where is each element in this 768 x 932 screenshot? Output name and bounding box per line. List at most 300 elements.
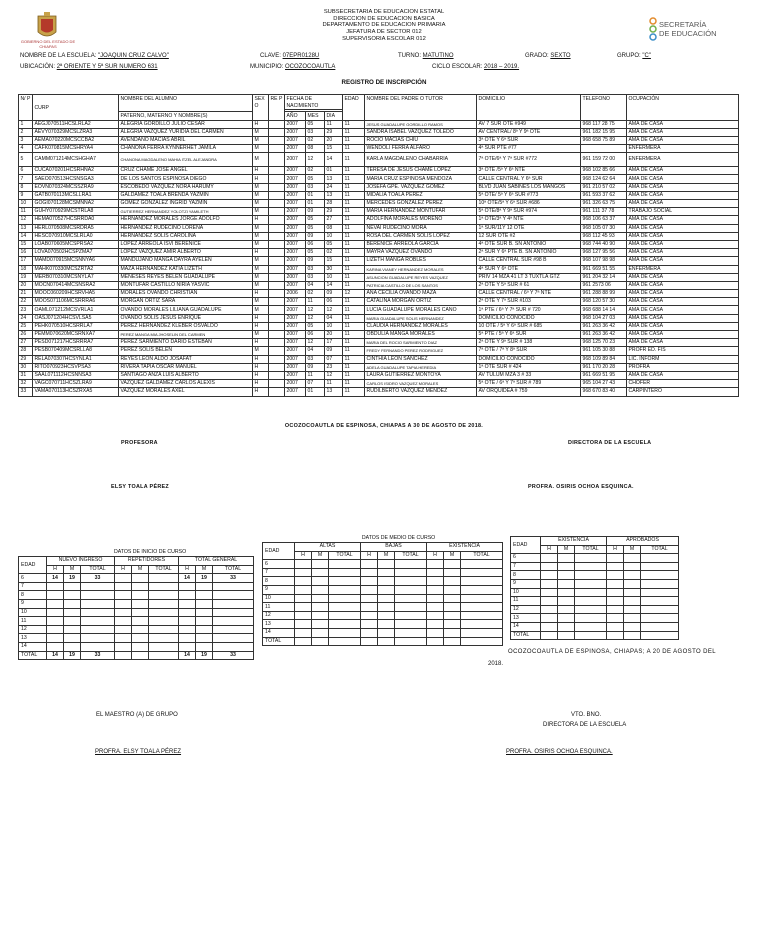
cell-ocupacion: AMA DE CASA	[627, 290, 739, 298]
table-row	[19, 339, 739, 347]
cell-anio: 2007	[285, 208, 306, 216]
cell-domicilio: 4ª SUR PTE #77	[477, 145, 581, 153]
cell-edad: 11	[343, 120, 365, 128]
fin-age-cell: 14	[511, 622, 541, 631]
medio-value-cell	[329, 577, 361, 586]
cell-anio: 2007	[285, 145, 306, 153]
cell-np: 17	[19, 257, 33, 265]
medio-value-cell	[444, 568, 461, 577]
medio-value-cell	[444, 586, 461, 595]
inicio-value-cell	[115, 574, 132, 583]
fin-value-cell	[575, 571, 607, 580]
cell-np: 12	[19, 216, 33, 224]
cell-curp: VAGC070711HCSZLRA9	[33, 380, 119, 388]
cell-sexo: H	[253, 322, 269, 330]
cell-edad: 11	[343, 322, 365, 330]
cell-sexo: H	[253, 355, 269, 363]
inicio-value-cell	[213, 600, 254, 609]
cell-edad: 11	[343, 265, 365, 273]
table-row	[19, 322, 739, 330]
cell-anio: 2007	[285, 240, 306, 248]
medio-value-cell	[378, 577, 395, 586]
cell-np: 13	[19, 224, 33, 232]
logo-line-1: SECRETARÍA	[659, 20, 707, 29]
cell-curp: OASJ071204HCSVLSA5	[33, 314, 119, 322]
cell-anio: 2007	[285, 380, 306, 388]
cell-anio: 2007	[285, 371, 306, 379]
cell-anio: 2007	[285, 347, 306, 355]
cell-domicilio: BLVD JUAN SABINES LOS MANGOS	[477, 183, 581, 191]
cell-nombre: GUTIERREZ HERNANDEZ YOLOTZI YAMILETH	[119, 208, 253, 216]
cell-padre: MARIA HERNANDEZ MONTUFAR	[365, 208, 477, 216]
fin-row	[511, 614, 679, 623]
cell-padre: NEVAI RUDECINO MORA	[365, 224, 477, 232]
medio-value-cell	[361, 594, 378, 603]
medio-h-edad: EDAD	[263, 543, 295, 560]
cell-np: 7	[19, 175, 33, 183]
cell-padre: JOSEFA GPE. VAZQUEZ GOMEZ	[365, 183, 477, 191]
inicio-h-total: TOTAL	[81, 565, 115, 574]
cell-edad: 11	[343, 331, 365, 339]
medio-value-cell	[295, 637, 312, 646]
cell-anio: 2007	[285, 216, 306, 224]
inicio-age-cell: 8	[19, 591, 47, 600]
signature-place-date: OCOZOCOAUTLA DE ESPINOSA, CHIAPAS A 30 DE AGOSTO DE 2018.	[284, 423, 484, 429]
inicio-age-cell: 6	[19, 574, 47, 583]
fin-h-h: H	[541, 545, 558, 554]
inicio-value-cell	[115, 591, 132, 600]
cell-curp: SAEO070513HCSNSGA3	[33, 175, 119, 183]
inicio-value-cell	[64, 643, 81, 652]
cell-mes: 03	[306, 273, 325, 281]
cell-edad: 11	[343, 175, 365, 183]
fin-value-cell	[541, 554, 558, 563]
cell-ocupacion: PROFRA	[627, 363, 739, 371]
medio-h-h: H	[361, 551, 378, 560]
cell-domicilio: 2ª SUR Y 6ª PTE B. SN ANTONIO	[477, 249, 581, 257]
cell-sexo: M	[253, 208, 269, 216]
cell-mes: 09	[306, 363, 325, 371]
inicio-value-cell	[149, 651, 179, 660]
clave-value: 07EPR0128U	[282, 53, 320, 59]
inicio-age-cell: 10	[19, 608, 47, 617]
cell-np: 23	[19, 306, 33, 314]
fin-value-cell	[558, 622, 575, 631]
fin-value-cell	[641, 614, 679, 623]
cell-padre: ROSA DEL CARMEN SOLIS LOPEZ	[365, 232, 477, 240]
inicio-value-cell	[213, 625, 254, 634]
cell-padre: LAURA GUTIERREZ MONTOYA	[365, 371, 477, 379]
col-header-padre: NOMBRE DEL PADRE O TUTOR	[365, 95, 477, 121]
cell-domicilio: 1ª OTE/3ª Y 4ª NTE	[477, 216, 581, 224]
cell-np: 24	[19, 314, 33, 322]
cell-anio: 2007	[285, 200, 306, 208]
medio-value-cell	[329, 603, 361, 612]
clave-label: CLAVE:	[260, 53, 281, 59]
cell-rep	[269, 224, 285, 232]
cell-telefono: 961 326 63 75	[581, 200, 627, 208]
medio-value-cell	[378, 586, 395, 595]
cell-padre: LUCIA GUADALUPE MORALES CANO	[365, 306, 477, 314]
inicio-age-cell: 12	[19, 625, 47, 634]
fin-value-cell	[607, 554, 624, 563]
cell-curp: AEGJ070511HCSLRLA2	[33, 120, 119, 128]
medio-value-cell	[444, 637, 461, 646]
fin-value-cell	[624, 605, 641, 614]
col-header-nombre-sub: PATERNO, MATERNO Y NOMBRE(S)	[119, 112, 253, 121]
fin-age-cell: 10	[511, 588, 541, 597]
cell-edad: 11	[343, 232, 365, 240]
cell-domicilio: 7ª OTE / 7ª Y 8ª SUR	[477, 347, 581, 355]
cell-nombre: VAZQUEZ MORALES AXEL	[119, 388, 253, 396]
cell-dia: 01	[325, 167, 343, 175]
cell-mes: 07	[306, 380, 325, 388]
cell-rep	[269, 273, 285, 281]
cell-rep	[269, 175, 285, 183]
cell-nombre: HERNANDEZ MORALES JORGE ADOLFO	[119, 216, 253, 224]
medio-value-cell	[378, 560, 395, 569]
cell-dia: 30	[325, 265, 343, 273]
cell-mes: 01	[306, 191, 325, 199]
cell-np: 4	[19, 145, 33, 153]
cell-padre: MERCEDES GONZALEZ PEREZ	[365, 200, 477, 208]
medio-value-cell	[295, 611, 312, 620]
fin-value-cell	[558, 597, 575, 606]
inicio-value-cell: 14	[47, 574, 64, 583]
cell-rep	[269, 355, 285, 363]
cell-dia: 05	[325, 240, 343, 248]
medio-value-cell	[361, 586, 378, 595]
medio-row	[263, 577, 503, 586]
table-row	[19, 232, 739, 240]
cell-curp: HERL070508MCSRDRA5	[33, 224, 119, 232]
cell-domicilio: 1ª OTE SUR # 424	[477, 363, 581, 371]
cell-padre: RUDILBERTO VAZQUEZ MENDEZ	[365, 388, 477, 396]
inicio-header-row	[19, 557, 254, 566]
inicio-value-cell	[64, 617, 81, 626]
fin-value-cell	[558, 631, 575, 640]
cell-mes: 12	[306, 153, 325, 167]
inicio-value-cell	[115, 600, 132, 609]
cell-padre: CINTHIA LEON SANCHEZ	[365, 355, 477, 363]
cell-dia: 08	[325, 224, 343, 232]
inicio-value-cell	[149, 582, 179, 591]
inicio-value-cell	[81, 643, 115, 652]
cell-padre: TERESA DE JESUS CHAME LOPEZ	[365, 167, 477, 175]
cell-rep	[269, 136, 285, 144]
medio-value-cell	[395, 586, 427, 595]
inicio-value-cell	[81, 617, 115, 626]
cell-telefono: 968 117 28 75	[581, 120, 627, 128]
cell-anio: 2007	[285, 339, 306, 347]
medio-age-cell: 9	[263, 586, 295, 595]
fin-row	[511, 605, 679, 614]
cell-nombre: PEREZ SOLIS BELEN	[119, 347, 253, 355]
cell-edad: 11	[343, 314, 365, 322]
fin-value-cell	[558, 614, 575, 623]
cell-curp: MOOS071106MCSRRRA6	[33, 298, 119, 306]
cell-domicilio: DOMICILIO CONOCIDO	[477, 314, 581, 322]
ciclo-label: CICLO ESCOLAR:	[432, 64, 483, 70]
cell-edad: 11	[343, 136, 365, 144]
cell-sexo: M	[253, 331, 269, 339]
cell-telefono: 968 125 70 23	[581, 339, 627, 347]
cell-edad: 11	[343, 380, 365, 388]
cell-telefono: 968 658 75 89	[581, 136, 627, 144]
medio-value-cell	[461, 577, 503, 586]
cell-domicilio: 10 OTE / 5ª Y 6ª SUR # 685	[477, 322, 581, 330]
fin-value-cell	[541, 562, 558, 571]
cell-sexo: M	[253, 306, 269, 314]
fin-row	[511, 579, 679, 588]
cell-mes: 05	[306, 224, 325, 232]
cell-telefono: 961 593 37 62	[581, 191, 627, 199]
cell-dia: 04	[325, 314, 343, 322]
cell-edad: 11	[343, 167, 365, 175]
fin-value-cell	[575, 579, 607, 588]
cell-sexo: M	[253, 265, 269, 273]
medio-h-total: TOTAL	[461, 551, 503, 560]
cell-anio: 2007	[285, 273, 306, 281]
medio-value-cell	[361, 629, 378, 638]
medio-value-cell	[427, 620, 444, 629]
fin-h-h: H	[607, 545, 624, 554]
inicio-value-cell	[149, 574, 179, 583]
inicio-value-cell	[132, 651, 149, 660]
medio-value-cell	[295, 568, 312, 577]
inicio-value-cell: 14	[47, 651, 64, 660]
cell-telefono: 968 744 40 90	[581, 240, 627, 248]
fin-value-cell	[541, 614, 558, 623]
table-row	[19, 380, 739, 388]
table-row	[19, 216, 739, 224]
cell-np: 31	[19, 371, 33, 379]
cell-telefono: 968 124 62 64	[581, 175, 627, 183]
cell-sexo: M	[253, 281, 269, 289]
cell-edad: 11	[343, 153, 365, 167]
footer-teacher-name: PROFRA. ELSY TOALA PÉREZ	[95, 749, 182, 755]
cell-curp: HESC070910MCSLRLA0	[33, 232, 119, 240]
fin-value-cell	[607, 562, 624, 571]
medio-value-cell	[295, 594, 312, 603]
cell-edad: 12	[343, 290, 365, 298]
cell-ocupacion: AMA DE CASA	[627, 191, 739, 199]
cell-curp: MAHK070330MCSZRTA2	[33, 265, 119, 273]
cell-padre: MAYRA VAZQUEZ OVANDO	[365, 249, 477, 257]
cell-mes: 05	[306, 216, 325, 224]
ciclo-value: 2018 – 2019.	[484, 64, 520, 70]
fin-row	[511, 571, 679, 580]
inicio-value-cell: 33	[213, 651, 254, 660]
inicio-value-cell: 14	[179, 574, 196, 583]
cell-dia: 12	[325, 306, 343, 314]
cell-padre: ANA CECILIA OVANDO MAZA	[365, 290, 477, 298]
fin-row	[511, 562, 679, 571]
medio-row	[263, 594, 503, 603]
cell-rep	[269, 339, 285, 347]
footer-director-name: PROFRA. OSIRIS OCHOA ESQUINCA.	[506, 749, 613, 755]
cell-anio: 2007	[285, 120, 306, 128]
inicio-value-cell	[179, 643, 196, 652]
cell-rep	[269, 128, 285, 136]
inicio-value-cell	[64, 634, 81, 643]
fin-h-edad: EDAD	[511, 537, 541, 554]
fin-value-cell	[624, 579, 641, 588]
cell-sexo: M	[253, 298, 269, 306]
fin-value-cell	[624, 554, 641, 563]
inicio-value-cell: 19	[196, 574, 213, 583]
inicio-row	[19, 582, 254, 591]
fin-value-cell	[558, 571, 575, 580]
cell-edad: 11	[343, 249, 365, 257]
medio-value-cell	[329, 620, 361, 629]
medio-value-cell	[312, 629, 329, 638]
cell-sexo: M	[253, 240, 269, 248]
inicio-h-nuevo: NUEVO INGRESO	[47, 557, 115, 566]
cell-sexo: M	[253, 257, 269, 265]
table-row	[19, 175, 739, 183]
cell-ocupacion: PROFR ED. FIS	[627, 347, 739, 355]
medio-h-h: H	[427, 551, 444, 560]
cell-np: 3	[19, 136, 33, 144]
inicio-h-m: M	[64, 565, 81, 574]
cell-np: 22	[19, 298, 33, 306]
cell-dia: 10	[325, 273, 343, 281]
ubicacion-field	[20, 64, 158, 70]
inicio-row	[19, 574, 254, 583]
cell-domicilio: 10ª OTE/5ª Y 6ª SUR #686	[477, 200, 581, 208]
inicio-value-cell	[81, 600, 115, 609]
cell-mes: 04	[306, 347, 325, 355]
fin-value-cell	[558, 588, 575, 597]
table-row	[19, 191, 739, 199]
cell-curp: GATB070113MCSLLRA1	[33, 191, 119, 199]
medio-value-cell	[295, 629, 312, 638]
inicio-value-cell	[47, 643, 64, 652]
cell-telefono: 968 106 63 37	[581, 216, 627, 224]
col-header-edad: EDAD	[343, 95, 365, 121]
inicio-row	[19, 600, 254, 609]
cell-mes: 09	[306, 208, 325, 216]
cell-ocupacion: AMA DE CASA	[627, 200, 739, 208]
cell-edad: 11	[343, 240, 365, 248]
cell-ocupacion: TRABAJO SOCIAL	[627, 208, 739, 216]
cell-dia: 07	[325, 355, 343, 363]
cell-ocupacion: AMA DE CASA	[627, 371, 739, 379]
cell-padre: MARIA DEL ROCIO SARMIENTO DIAZ	[365, 339, 477, 347]
inicio-value-cell	[213, 634, 254, 643]
cell-domicilio: 7ª OTE/6ª Y 7ª SUR #772	[477, 153, 581, 167]
cell-dia: 12	[325, 371, 343, 379]
cell-sexo: M	[253, 128, 269, 136]
inicio-value-cell	[149, 634, 179, 643]
fin-value-cell	[624, 631, 641, 640]
col-header-mes: MES	[306, 112, 325, 121]
ubicacion-label: UBICACIÓN:	[20, 64, 56, 70]
fin-value-cell	[624, 588, 641, 597]
medio-value-cell	[461, 560, 503, 569]
medio-value-cell	[361, 577, 378, 586]
cell-sexo: H	[253, 216, 269, 224]
medio-value-cell	[395, 620, 427, 629]
cell-sexo: M	[253, 273, 269, 281]
cell-nombre: LOPEZ VAZQUEZ AMIR ALBERTO	[119, 249, 253, 257]
cell-anio: 2007	[285, 249, 306, 257]
cell-nombre: MONTUFAR CASTILLO NIRIA YASVIC	[119, 281, 253, 289]
col-header-curp: CURP	[33, 95, 119, 121]
logo-line-2: DE EDUCACIÓN	[659, 29, 717, 38]
medio-value-cell	[395, 611, 427, 620]
cell-nombre: RIVERA TAPIA OSCAR MANUEL	[119, 363, 253, 371]
cell-edad: 11	[343, 200, 365, 208]
medio-value-cell	[295, 577, 312, 586]
table-row	[19, 145, 739, 153]
medio-value-cell	[461, 594, 503, 603]
inicio-value-cell	[115, 617, 132, 626]
inicio-age-cell: 14	[19, 643, 47, 652]
inicio-value-cell	[179, 608, 196, 617]
cell-anio: 2007	[285, 175, 306, 183]
inicio-value-cell	[47, 591, 64, 600]
medio-value-cell	[312, 586, 329, 595]
cell-np: 29	[19, 355, 33, 363]
inicio-value-cell	[47, 617, 64, 626]
cell-ocupacion: ENFERMERA	[627, 265, 739, 273]
medio-age-cell: TOTAL	[263, 637, 295, 646]
medio-value-cell	[378, 568, 395, 577]
cell-mes: 06	[306, 331, 325, 339]
inicio-value-cell	[196, 617, 213, 626]
cell-mes: 05	[306, 120, 325, 128]
cell-anio: 2007	[285, 331, 306, 339]
turno-value: MATUTINO	[422, 53, 454, 59]
cell-mes: 12	[306, 306, 325, 314]
table-row	[19, 136, 739, 144]
cell-np: 28	[19, 347, 33, 355]
col-header-nombre: NOMBRE DEL ALUMNO	[119, 95, 253, 112]
cell-domicilio: CALLE CENTRAL Y 6ª SUR	[477, 175, 581, 183]
cell-rep	[269, 257, 285, 265]
cell-edad: 11	[343, 224, 365, 232]
inicio-value-cell	[81, 625, 115, 634]
cell-edad: 11	[343, 216, 365, 224]
medio-value-cell	[295, 560, 312, 569]
cell-telefono: 961 170 20 28	[581, 363, 627, 371]
medio-value-cell	[427, 594, 444, 603]
fin-value-cell	[575, 597, 607, 606]
inicio-value-cell	[64, 600, 81, 609]
cell-mes: 03	[306, 355, 325, 363]
cell-ocupacion: AMA DE CASA	[627, 120, 739, 128]
cell-sexo: M	[253, 347, 269, 355]
cell-dia: 10	[325, 322, 343, 330]
footer-place-date: OCOZOCOAUTLA DE ESPINOSA, CHIAPAS; A 20 DE AGOSTO DEL	[508, 649, 717, 655]
cell-domicilio: CALLE CENTRAL SUR #98 B	[477, 257, 581, 265]
medio-value-cell	[395, 568, 427, 577]
inicio-value-cell	[149, 625, 179, 634]
fin-value-cell	[641, 571, 679, 580]
medio-value-cell	[361, 637, 378, 646]
fin-h-total: TOTAL	[575, 545, 607, 554]
fin-h-m: M	[558, 545, 575, 554]
cell-ocupacion: AMA DE CASA	[627, 167, 739, 175]
cell-np: 26	[19, 331, 33, 339]
fin-age-cell: 8	[511, 571, 541, 580]
cell-nombre: VAZQUEZ GALDAMEZ CARLOS ALEXIS	[119, 380, 253, 388]
header-line: SUBSECRETARIA DE EDUCACION ESTATAL	[323, 9, 445, 15]
medio-value-cell	[295, 586, 312, 595]
inicio-title-row	[19, 548, 254, 557]
